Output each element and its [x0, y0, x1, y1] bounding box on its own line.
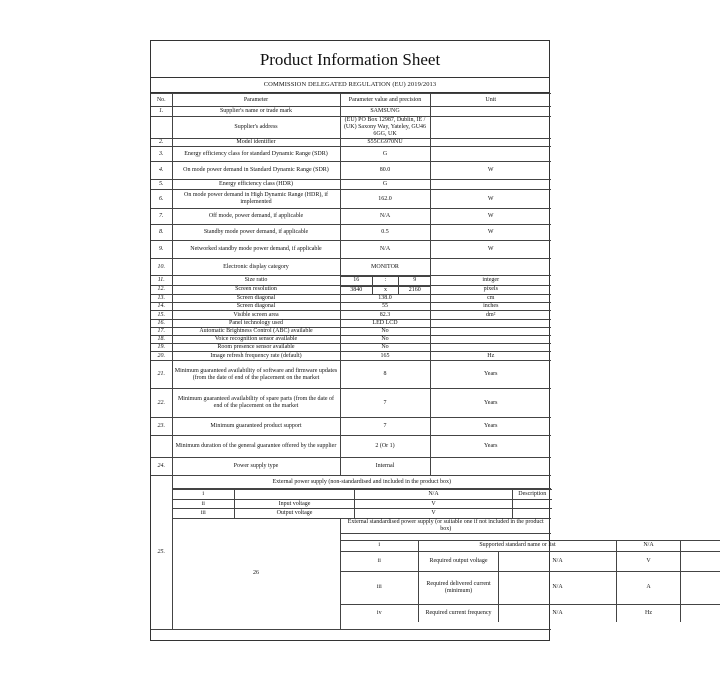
- row-number: 2.: [151, 139, 172, 147]
- row-parameter: On mode power demand in Standard Dynamic Range (SDR): [172, 162, 340, 180]
- sheet-title: Product Information Sheet: [151, 41, 549, 78]
- header-value: Parameter value and precision: [340, 94, 430, 107]
- row-extra: [513, 509, 552, 518]
- table-row: [151, 139, 551, 147]
- row-parameter: Supplier's name or trade mark: [172, 107, 340, 117]
- table-row: [151, 418, 551, 436]
- table-row: [151, 147, 551, 162]
- row-number: 16.: [151, 320, 172, 328]
- row-parameter: Screen diagonal: [172, 295, 340, 303]
- row-unit: A: [617, 571, 681, 604]
- row-value: No: [340, 336, 430, 344]
- row-number: 4.: [151, 162, 172, 180]
- row-unit: [430, 458, 551, 476]
- row-value: No: [340, 328, 430, 336]
- table-row: [151, 209, 551, 225]
- row-value: 2 (Or 1): [340, 436, 430, 458]
- header-unit: Unit: [430, 94, 551, 107]
- row-number: 7.: [151, 209, 172, 225]
- ratio-second-value: 9: [399, 277, 431, 285]
- row-value: 80.0: [340, 162, 430, 180]
- row-value: (EU) PO Box 12987, Dublin, IE / (UK) Saxony Way, Yateley, GU46 6GG, UK: [340, 117, 430, 139]
- row-value: S55CG970NU: [340, 139, 430, 147]
- resolution-first-value: 3840: [341, 286, 373, 294]
- row-unit: [430, 320, 551, 328]
- row-unit: V: [617, 551, 681, 571]
- row-value: 55: [340, 303, 430, 311]
- section-25-table: [173, 489, 552, 518]
- row-parameter: Input voltage: [235, 500, 355, 509]
- row-number: 21.: [151, 361, 172, 389]
- row-index: i: [173, 490, 235, 500]
- section-25-heading: [151, 476, 551, 489]
- row-unit: inches: [430, 303, 551, 311]
- resolution-second-value: 2160: [399, 286, 431, 294]
- section-25-number: 25.: [151, 476, 172, 630]
- row-unit: W: [430, 162, 551, 180]
- row-parameter: Model identifier: [172, 139, 340, 147]
- table-row: [151, 352, 551, 361]
- row-number: 12.: [151, 285, 172, 295]
- row-parameter: Size ratio: [172, 276, 340, 286]
- section-26-cell: [340, 533, 654, 629]
- table-row: [173, 490, 552, 500]
- row-number: 8.: [151, 225, 172, 241]
- row-parameter: Energy efficiency class for standard Dynamic Range (SDR): [172, 147, 340, 162]
- row-unit: Years: [430, 436, 551, 458]
- resolution-split-value: [341, 286, 431, 295]
- row-unit: W: [430, 225, 551, 241]
- row-number: 22.: [151, 389, 172, 418]
- row-parameter: [235, 490, 355, 500]
- row-blank: [681, 604, 720, 622]
- header-no: No.: [151, 94, 172, 107]
- table-row: [151, 303, 551, 311]
- row-parameter: Screen resolution: [172, 285, 340, 295]
- row-value: LED LCD: [340, 320, 430, 328]
- row-parameter: Panel technology used: [172, 320, 340, 328]
- row-unit: Hz: [617, 604, 681, 622]
- table-row: [151, 311, 551, 320]
- table-row: [151, 162, 551, 180]
- table-row: [151, 344, 551, 352]
- row-value: N/A: [499, 571, 617, 604]
- row-parameter: Minimum guaranteed availability of software and firmware updates (from the date of end of the placement on the market: [172, 361, 340, 389]
- resolution-value-cell: [340, 285, 430, 295]
- row-parameter: Required current frequency: [419, 604, 499, 622]
- row-parameter: Minimum guaranteed availability of spare parts (from the date of end of the placement on the market: [172, 389, 340, 418]
- row-value: Internal: [340, 458, 430, 476]
- table-row: [151, 320, 551, 328]
- ratio-row: [151, 276, 551, 286]
- section-26-table: [341, 540, 720, 623]
- row-number: 23.: [151, 418, 172, 436]
- row-parameter: Required delivered current (minimum): [419, 571, 499, 604]
- table-row: [173, 509, 552, 518]
- section-25-heading-text: External power supply (non-standardised and included in the product box): [172, 476, 551, 489]
- row-number: 9.: [151, 241, 172, 259]
- row-value: N/A: [340, 209, 430, 225]
- row-number: 19.: [151, 344, 172, 352]
- table-row: [151, 328, 551, 336]
- row-blank: [681, 540, 720, 551]
- table-row: [151, 436, 551, 458]
- table-row: [341, 604, 720, 622]
- row-value: N/A: [499, 551, 617, 571]
- row-unit: dm²: [430, 311, 551, 320]
- row-unit: [430, 344, 551, 352]
- row-number: 13.: [151, 295, 172, 303]
- spec-table: [151, 93, 654, 630]
- row-parameter: Required output voltage: [419, 551, 499, 571]
- row-extra: Description: [513, 490, 552, 500]
- row-unit: [430, 336, 551, 344]
- row-parameter: Power supply type: [172, 458, 340, 476]
- row-parameter: Screen diagonal: [172, 303, 340, 311]
- row-unit: [430, 117, 551, 139]
- table-row: [151, 180, 551, 190]
- row-parameter: Voice recognition sensor available: [172, 336, 340, 344]
- table-row: [151, 361, 551, 389]
- row-value: 8: [340, 361, 430, 389]
- table-row: [341, 540, 720, 551]
- row-value: 7: [340, 389, 430, 418]
- row-parameter: Room presence sensor available: [172, 344, 340, 352]
- row-value: G: [340, 180, 430, 190]
- header-parameter: Parameter: [172, 94, 340, 107]
- table-row: [151, 107, 551, 117]
- table-row: [151, 295, 551, 303]
- section-25-body: [151, 489, 551, 519]
- row-value: G: [340, 147, 430, 162]
- row-value: SAMSUNG: [340, 107, 430, 117]
- row-value: 162.0: [340, 190, 430, 209]
- row-parameter: Minimum duration of the general guarantee offered by the supplier: [172, 436, 340, 458]
- row-number: 18.: [151, 336, 172, 344]
- row-unit: cm: [430, 295, 551, 303]
- row-number: [151, 117, 172, 139]
- row-value: 82.3: [340, 311, 430, 320]
- row-value: 0.5: [340, 225, 430, 241]
- row-unit: Years: [430, 361, 551, 389]
- table-row: [341, 551, 720, 571]
- row-index: iii: [341, 571, 419, 604]
- row-unit: [430, 328, 551, 336]
- table-row: [341, 571, 720, 604]
- table-row: [151, 389, 551, 418]
- row-parameter: Output voltage: [235, 509, 355, 518]
- row-number: 11.: [151, 276, 172, 286]
- section-25-cell: [172, 489, 551, 519]
- row-parameter: Energy efficiency class (HDR): [172, 180, 340, 190]
- ratio-separator: :: [373, 277, 399, 285]
- row-value: MONITOR: [340, 259, 430, 276]
- row-value: 165: [340, 352, 430, 361]
- row-index: ii: [173, 500, 235, 509]
- row-number: 17.: [151, 328, 172, 336]
- section-26-heading: [151, 518, 551, 533]
- table-row: [151, 259, 551, 276]
- row-extra: [513, 500, 552, 509]
- row-parameter: Supported standard name or list: [419, 540, 617, 551]
- row-unit: [430, 139, 551, 147]
- row-value: 7: [340, 418, 430, 436]
- ratio-split-value: [341, 276, 431, 285]
- row-value: N/A: [617, 540, 681, 551]
- row-parameter: Image refresh frequency rate (default): [172, 352, 340, 361]
- header-row: [151, 94, 551, 107]
- row-parameter: Standby mode power demand, if applicable: [172, 225, 340, 241]
- row-unit: Years: [430, 389, 551, 418]
- table-row: [151, 336, 551, 344]
- row-unit: [430, 107, 551, 117]
- row-number: 3.: [151, 147, 172, 162]
- row-parameter: Electronic display category: [172, 259, 340, 276]
- row-parameter: Supplier's address: [172, 117, 340, 139]
- row-parameter: Automatic Brightness Control (ABC) available: [172, 328, 340, 336]
- row-value: V: [355, 509, 513, 518]
- row-unit: pixels: [430, 285, 551, 295]
- row-number: 5.: [151, 180, 172, 190]
- resolution-separator: x: [373, 286, 399, 294]
- table-row: [151, 225, 551, 241]
- section-26-heading-text: External standardised power supply (or suitable one if not included in the product box): [340, 518, 551, 533]
- table-row: [151, 241, 551, 259]
- row-parameter: Visible screen area: [172, 311, 340, 320]
- row-value: N/A: [355, 490, 513, 500]
- row-value: N/A: [499, 604, 617, 622]
- row-index: iv: [341, 604, 419, 622]
- row-parameter: Off mode, power demand, if applicable: [172, 209, 340, 225]
- regulation-line: COMMISSION DELEGATED REGULATION (EU) 2019/2013: [151, 78, 549, 93]
- row-value: V: [355, 500, 513, 509]
- row-number: 1.: [151, 107, 172, 117]
- section-26-number: 26: [172, 518, 340, 629]
- row-number: 24.: [151, 458, 172, 476]
- row-number: 15.: [151, 311, 172, 320]
- row-number: 10.: [151, 259, 172, 276]
- row-unit: [430, 147, 551, 162]
- row-number: 20.: [151, 352, 172, 361]
- row-unit: integer: [430, 276, 551, 286]
- row-unit: [430, 180, 551, 190]
- row-number: [151, 436, 172, 458]
- row-parameter: On mode power demand in High Dynamic Range (HDR), if implemented: [172, 190, 340, 209]
- row-unit: Hz: [430, 352, 551, 361]
- product-information-sheet: [150, 40, 654, 641]
- table-row: [173, 500, 552, 509]
- table-row: [151, 117, 551, 139]
- ratio-first-value: 16: [341, 277, 373, 285]
- ratio-value-cell: [340, 276, 430, 286]
- row-blank: [681, 551, 720, 571]
- row-parameter: Minimum guaranteed product support: [172, 418, 340, 436]
- row-parameter: Networked standby mode power demand, if applicable: [172, 241, 340, 259]
- row-value: 138.0: [340, 295, 430, 303]
- row-index: ii: [341, 551, 419, 571]
- resolution-row: [151, 285, 551, 295]
- row-index: i: [341, 540, 419, 551]
- row-unit: W: [430, 209, 551, 225]
- row-index: iii: [173, 509, 235, 518]
- row-unit: W: [430, 190, 551, 209]
- row-value: No: [340, 344, 430, 352]
- row-unit: [430, 259, 551, 276]
- row-number: 14.: [151, 303, 172, 311]
- table-row: [151, 190, 551, 209]
- row-value: N/A: [340, 241, 430, 259]
- table-row: [151, 458, 551, 476]
- row-blank: [681, 571, 720, 604]
- row-unit: W: [430, 241, 551, 259]
- row-number: 6.: [151, 190, 172, 209]
- row-unit: Years: [430, 418, 551, 436]
